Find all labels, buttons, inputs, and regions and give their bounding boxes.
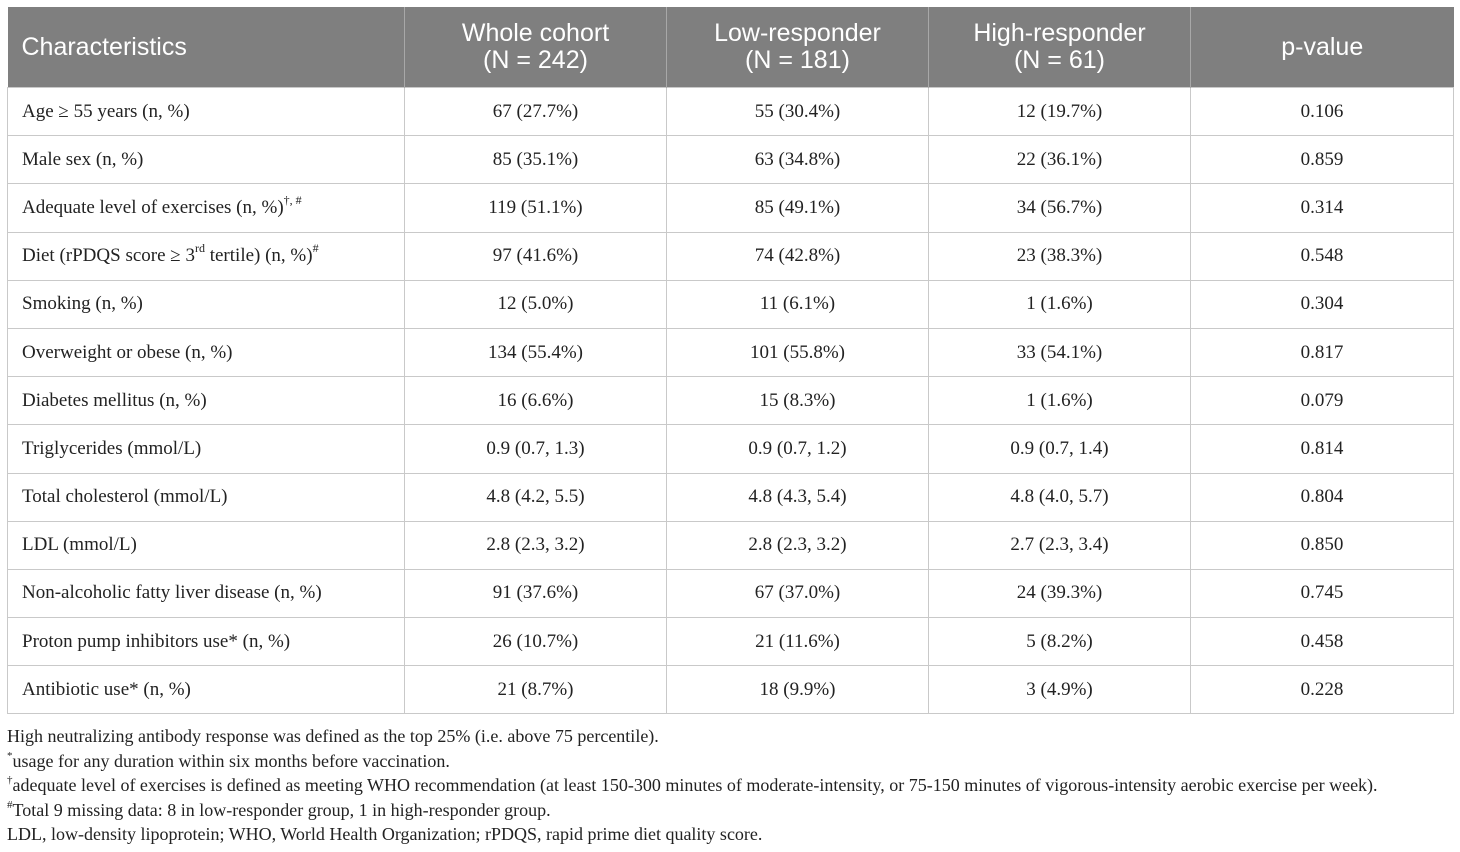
header-whole-cohort: Whole cohort (N = 242) xyxy=(405,7,667,88)
header-low-responder: Low-responder (N = 181) xyxy=(667,7,929,88)
row-label xyxy=(8,184,405,232)
footnote-marker: * xyxy=(7,749,13,762)
header-characteristics: Characteristics xyxy=(8,7,405,88)
footnote-text: adequate level of exercises is defined as meeting WHO recommendation (at least 150-300 minutes of moderate-intensity, or 75-150 minutes of vigorous-intensity aerobic exercise per week). xyxy=(12,775,1378,795)
cell-whole-cohort: 12 (5.0%) xyxy=(405,280,667,328)
cell-p-value: 0.304 xyxy=(1191,280,1454,328)
table-row xyxy=(8,618,1454,666)
row-label xyxy=(8,280,405,328)
footnote xyxy=(7,749,1457,774)
cell-whole-cohort: 16 (6.6%) xyxy=(405,377,667,425)
characteristics-table xyxy=(7,7,1454,714)
cell-low-responder: 0.9 (0.7, 1.2) xyxy=(667,425,929,473)
cell-low-responder: 74 (42.8%) xyxy=(667,232,929,280)
cell-p-value: 0.548 xyxy=(1191,232,1454,280)
row-label-superscript: rd xyxy=(194,240,205,255)
cell-high-responder: 22 (36.1%) xyxy=(929,136,1191,184)
table-row xyxy=(8,377,1454,425)
row-label-text: LDL (mmol/L) xyxy=(22,534,137,556)
row-label xyxy=(8,328,405,376)
footnote-text: Total 9 missing data: 8 in low-responder group, 1 in high-responder group. xyxy=(12,799,551,820)
cell-p-value: 0.106 xyxy=(1191,88,1454,136)
cell-low-responder: 2.8 (2.3, 3.2) xyxy=(667,521,929,569)
row-label-text: Smoking (n, %) xyxy=(22,293,143,315)
row-label-text: Triglycerides (mmol/L) xyxy=(22,437,202,459)
cell-p-value: 0.850 xyxy=(1191,521,1454,569)
cell-p-value: 0.079 xyxy=(1191,377,1454,425)
characteristics-table-container xyxy=(7,7,1453,714)
row-label xyxy=(8,88,405,136)
footnote xyxy=(7,724,1457,749)
cell-p-value: 0.228 xyxy=(1191,666,1454,714)
row-label-text: Male sex (n, %) xyxy=(22,148,144,170)
cell-p-value: 0.745 xyxy=(1191,569,1454,617)
row-label xyxy=(8,473,405,521)
cell-high-responder: 24 (39.3%) xyxy=(929,569,1191,617)
cell-low-responder: 18 (9.9%) xyxy=(667,666,929,714)
cell-high-responder: 34 (56.7%) xyxy=(929,184,1191,232)
row-label xyxy=(8,618,405,666)
table-row xyxy=(8,521,1454,569)
cell-whole-cohort: 97 (41.6%) xyxy=(405,232,667,280)
table-header-row xyxy=(8,7,1454,88)
cell-whole-cohort: 85 (35.1%) xyxy=(405,136,667,184)
cell-low-responder: 85 (49.1%) xyxy=(667,184,929,232)
footnote xyxy=(7,773,1457,798)
row-label-superscript: # xyxy=(312,240,319,255)
row-label xyxy=(8,521,405,569)
row-label-text: Antibiotic use* (n, %) xyxy=(22,678,191,700)
cell-p-value: 0.814 xyxy=(1191,425,1454,473)
cell-whole-cohort: 119 (51.1%) xyxy=(405,184,667,232)
row-label-text: Age ≥ 55 years (n, %) xyxy=(22,100,190,122)
row-label-text-cont: tertile) (n, %) xyxy=(204,245,313,267)
table-row xyxy=(8,88,1454,136)
footnote-text: usage for any duration within six months before vaccination. xyxy=(12,750,450,771)
cell-high-responder: 12 (19.7%) xyxy=(929,88,1191,136)
row-label-text: Adequate level of exercises (n, %) xyxy=(22,196,284,218)
cell-high-responder: 23 (38.3%) xyxy=(929,232,1191,280)
cell-whole-cohort: 26 (10.7%) xyxy=(405,618,667,666)
cell-p-value: 0.804 xyxy=(1191,473,1454,521)
row-label-text: Diabetes mellitus (n, %) xyxy=(22,389,207,411)
footnote xyxy=(7,798,1457,823)
footnote-marker: † xyxy=(7,774,13,786)
cell-p-value: 0.314 xyxy=(1191,184,1454,232)
cell-high-responder: 1 (1.6%) xyxy=(929,377,1191,425)
cell-low-responder: 55 (30.4%) xyxy=(667,88,929,136)
row-label-superscript: †, # xyxy=(283,192,302,207)
footnote-text: LDL, low-density lipoprotein; WHO, World Health Organization; rPDQS, rapid prime diet quality score. xyxy=(7,824,763,844)
row-label-text: Diet (rPDQS score ≥ 3 xyxy=(22,245,195,267)
cell-p-value: 0.458 xyxy=(1191,618,1454,666)
cell-high-responder: 1 (1.6%) xyxy=(929,280,1191,328)
cell-low-responder: 63 (34.8%) xyxy=(667,136,929,184)
table-footnotes xyxy=(7,724,1457,847)
table-row xyxy=(8,184,1454,232)
cell-whole-cohort: 21 (8.7%) xyxy=(405,666,667,714)
cell-high-responder: 2.7 (2.3, 3.4) xyxy=(929,521,1191,569)
cell-whole-cohort: 2.8 (2.3, 3.2) xyxy=(405,521,667,569)
cell-low-responder: 15 (8.3%) xyxy=(667,377,929,425)
cell-p-value: 0.817 xyxy=(1191,328,1454,376)
cell-whole-cohort: 4.8 (4.2, 5.5) xyxy=(405,473,667,521)
cell-whole-cohort: 134 (55.4%) xyxy=(405,328,667,376)
header-p-value: p-value xyxy=(1191,7,1454,88)
table-row xyxy=(8,569,1454,617)
cell-low-responder: 67 (37.0%) xyxy=(667,569,929,617)
cell-p-value: 0.859 xyxy=(1191,136,1454,184)
cell-low-responder: 21 (11.6%) xyxy=(667,618,929,666)
cell-whole-cohort: 67 (27.7%) xyxy=(405,88,667,136)
table-row xyxy=(8,666,1454,714)
row-label xyxy=(8,666,405,714)
table-row xyxy=(8,328,1454,376)
cell-high-responder: 4.8 (4.0, 5.7) xyxy=(929,473,1191,521)
header-high-responder: High-responder (N = 61) xyxy=(929,7,1191,88)
row-label-text: Overweight or obese (n, %) xyxy=(22,341,233,363)
row-label-text: Proton pump inhibitors use* (n, %) xyxy=(22,630,291,652)
footnote xyxy=(7,822,1457,847)
row-label xyxy=(8,232,405,280)
cell-whole-cohort: 0.9 (0.7, 1.3) xyxy=(405,425,667,473)
row-label xyxy=(8,569,405,617)
row-label-text: Non-alcoholic fatty liver disease (n, %) xyxy=(22,582,322,604)
footnote-marker: # xyxy=(7,798,13,811)
cell-low-responder: 4.8 (4.3, 5.4) xyxy=(667,473,929,521)
cell-high-responder: 0.9 (0.7, 1.4) xyxy=(929,425,1191,473)
cell-high-responder: 5 (8.2%) xyxy=(929,618,1191,666)
table-row xyxy=(8,280,1454,328)
row-label-text: Total cholesterol (mmol/L) xyxy=(22,486,228,508)
cell-high-responder: 33 (54.1%) xyxy=(929,328,1191,376)
cell-high-responder: 3 (4.9%) xyxy=(929,666,1191,714)
row-label xyxy=(8,377,405,425)
table-row xyxy=(8,473,1454,521)
row-label xyxy=(8,136,405,184)
cell-whole-cohort: 91 (37.6%) xyxy=(405,569,667,617)
table-row xyxy=(8,425,1454,473)
cell-low-responder: 101 (55.8%) xyxy=(667,328,929,376)
table-row xyxy=(8,136,1454,184)
cell-low-responder: 11 (6.1%) xyxy=(667,280,929,328)
row-label xyxy=(8,425,405,473)
table-row xyxy=(8,232,1454,280)
footnote-text: High neutralizing antibody response was defined as the top 25% (i.e. above 75 percentile). xyxy=(7,726,659,746)
